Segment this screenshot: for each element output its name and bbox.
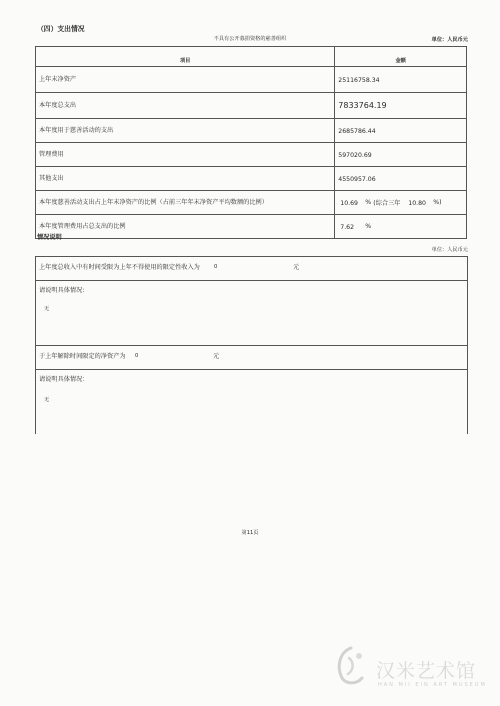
row-label: 本年度总支出	[39, 102, 77, 109]
table-row	[36, 93, 467, 119]
ratio1-value2: 10.80	[408, 200, 426, 207]
unit-label-1: 单位：人民币元	[431, 37, 468, 43]
row-label: 管理费用	[39, 151, 64, 158]
ratio1-pct: %	[365, 199, 372, 206]
restricted-income-value: 0	[214, 264, 218, 270]
detail-label-2: 请说明具体情况：	[39, 376, 89, 383]
row-label: 上年末净资产	[39, 76, 77, 83]
page-number: 第11页	[241, 530, 259, 536]
museum-logo-icon	[330, 644, 372, 688]
watermark-cn: 汉米艺术馆	[376, 660, 477, 682]
row-value: 4550957.06	[338, 176, 376, 183]
detail-content-1: 无	[44, 306, 50, 312]
released-net-asset-unit: 元	[213, 353, 220, 360]
org-type-label: 不具有公开募捐资格的慈善组织	[213, 36, 287, 42]
ratio1-value: 10.69	[340, 200, 358, 207]
restricted-income-unit: 元	[293, 264, 300, 271]
section-title: （四）支出情况	[37, 25, 85, 33]
ratio2-label: 本年度管理费用占总支出的比例	[39, 223, 126, 230]
table-row	[36, 67, 467, 93]
ratio1-label: 本年度慈善活动支出占上年末净资产的比例（占前三年年末净资产平均数额的比例）	[39, 199, 268, 206]
ratio1-mid: (综合三年	[373, 200, 401, 207]
ratio2-value: 7.62	[340, 224, 355, 231]
situation-title: 情况说明	[37, 234, 62, 241]
expenditure-table	[35, 46, 467, 239]
released-net-asset-value: 0	[135, 353, 139, 359]
restricted-income-label: 上年度总收入中有时间受限为上年不得使用的限定性收入为	[39, 264, 200, 271]
table-row	[36, 143, 467, 167]
header-item: 项目	[179, 58, 191, 64]
detail-content-2: 无	[44, 397, 50, 403]
unit-label-2: 单位：人民币元	[431, 247, 468, 253]
row-value: 7833764.19	[338, 101, 387, 110]
ratio2-pct: %	[365, 223, 372, 230]
released-net-asset-label: 于上年解除时间限定的净资产为	[39, 353, 126, 360]
header-amount: 金额	[395, 58, 406, 64]
ratio-row-charity	[36, 191, 467, 215]
detail-label-1: 请说明具体情况:	[39, 287, 85, 294]
row-label: 本年度用于慈善活动的支出	[39, 127, 114, 134]
ratio1-pct2: %)	[433, 199, 442, 206]
row-value: 25116758.34	[338, 77, 380, 84]
watermark-en: HAN MII EIN ART MUSEUM	[378, 682, 487, 688]
table-row	[36, 119, 467, 143]
table-header-row	[36, 47, 467, 67]
table-row	[36, 167, 467, 191]
row-label: 其他支出	[39, 175, 64, 182]
row-value: 2685786.44	[338, 128, 376, 135]
row-value: 597020.69	[338, 152, 372, 159]
ratio-row-admin	[36, 215, 467, 239]
